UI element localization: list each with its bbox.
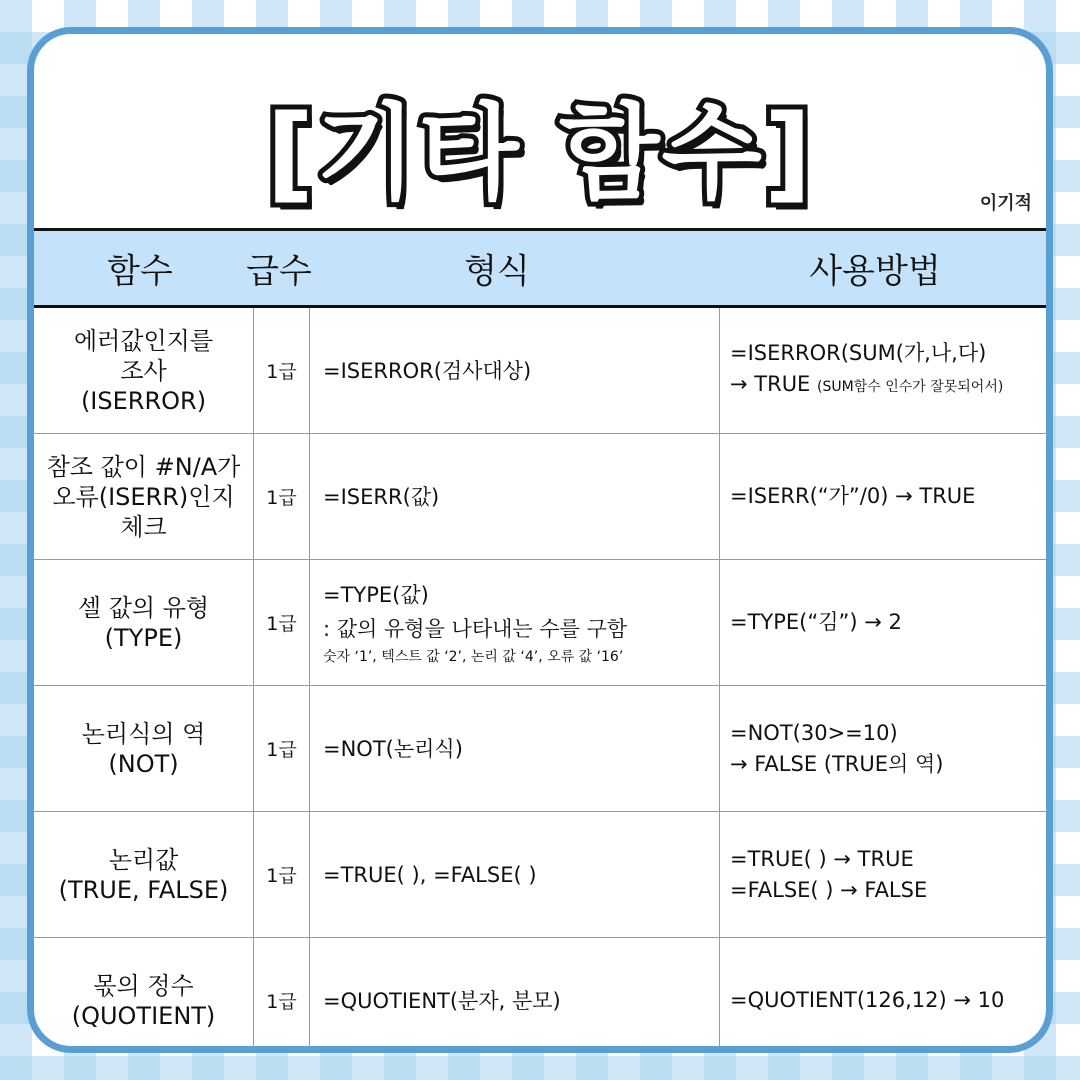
format-cell	[310, 308, 720, 433]
function-name-line: 몫의 정수	[93, 971, 194, 1000]
usage-line: → FALSE (TRUE의 역)	[730, 751, 944, 776]
format-line: =TYPE(값)	[323, 582, 429, 607]
grade-cell	[254, 560, 310, 685]
header-function: 함수	[107, 251, 173, 292]
function-name-line: 체크	[120, 512, 167, 541]
function-name-line: 참조 값이 #N/A가	[46, 452, 241, 481]
format-line: : 값의 유형을 나타내는 수를 구함	[323, 616, 628, 641]
format-cell	[310, 938, 720, 1053]
format-line: =NOT(논리식)	[323, 736, 463, 761]
usage-cell	[720, 938, 1046, 1053]
grade-cell	[254, 938, 310, 1053]
grade-label: 1급	[266, 865, 297, 887]
grade-label: 1급	[266, 361, 297, 383]
function-name-line: (TRUE, FALSE)	[58, 875, 229, 904]
grade-cell	[254, 434, 310, 559]
header-format: 형식	[464, 251, 530, 292]
usage-line: =TRUE( ) → TRUE	[730, 846, 914, 871]
table-row	[34, 686, 1046, 812]
table-row	[34, 938, 1046, 1053]
grade-cell	[254, 686, 310, 811]
usage-line: =TYPE(“김”) → 2	[730, 610, 902, 634]
format-cell	[310, 812, 720, 937]
format-note: 숫자 ‘1’, 텍스트 값 ‘2’, 논리 값 ‘4’, 오류 값 ‘16’	[323, 648, 624, 665]
function-name-cell	[34, 686, 254, 811]
function-name-line: 셀 값의 유형	[77, 593, 210, 622]
function-name-line: 조사	[120, 356, 167, 385]
usage-line: =QUOTIENT(126,12) → 10	[730, 988, 1005, 1012]
usage-cell	[720, 308, 1046, 433]
page-title: [기타 함수]	[266, 92, 814, 214]
usage-cell	[720, 812, 1046, 937]
usage-line: =NOT(30>=10)	[730, 720, 898, 745]
function-name-cell	[34, 308, 254, 433]
function-name-cell	[34, 812, 254, 937]
card	[27, 27, 1053, 1053]
format-cell	[310, 560, 720, 685]
usage-line: =FALSE( ) → FALSE	[730, 877, 928, 902]
function-name-line: 에러값인지를	[73, 326, 214, 355]
format-line: =TRUE( ), =FALSE( )	[323, 862, 537, 887]
table-header	[34, 228, 1046, 308]
function-name-cell	[34, 560, 254, 685]
table-row	[34, 560, 1046, 686]
function-name-line: (NOT)	[108, 749, 179, 778]
format-cell	[310, 686, 720, 811]
table-row	[34, 434, 1046, 560]
grade-label: 1급	[266, 739, 297, 761]
usage-note: (SUM함수 인수가 잘못되어서)	[817, 379, 1004, 395]
function-name-line: 논리값	[108, 845, 179, 874]
grade-label: 1급	[266, 613, 297, 635]
table-row	[34, 308, 1046, 434]
function-name-line: (ISERROR)	[80, 386, 207, 415]
table-row	[34, 812, 1046, 938]
function-name-line: 오류(ISERR)인지	[52, 482, 235, 511]
usage-cell	[720, 560, 1046, 685]
grade-cell	[254, 308, 310, 433]
grade-cell	[254, 812, 310, 937]
usage-line: → TRUE	[730, 372, 811, 396]
usage-line: =ISERR(“가”/0) → TRUE	[730, 484, 976, 508]
function-name-cell	[34, 938, 254, 1053]
format-line: =ISERROR(검사대상)	[323, 358, 532, 383]
usage-line-with-note	[730, 369, 1046, 403]
function-name-line: 논리식의 역	[81, 719, 206, 748]
function-name-line: (TYPE)	[104, 623, 183, 652]
function-name-line: (QUOTIENT)	[71, 1001, 216, 1030]
header-usage: 사용방법	[809, 251, 941, 292]
grade-label: 1급	[266, 487, 297, 509]
usage-line: =ISERROR(SUM(가,나,다)	[730, 341, 987, 365]
format-line: =QUOTIENT(분자, 분모)	[323, 988, 561, 1013]
usage-cell	[720, 434, 1046, 559]
table-body	[34, 308, 1046, 1053]
title-area	[34, 54, 1046, 234]
format-cell	[310, 434, 720, 559]
grade-label: 1급	[266, 991, 297, 1013]
function-name-cell	[34, 434, 254, 559]
author-label: 이기적	[979, 193, 1032, 214]
header-grade: 급수	[246, 251, 312, 292]
format-line: =ISERR(값)	[323, 484, 440, 509]
usage-cell	[720, 686, 1046, 811]
